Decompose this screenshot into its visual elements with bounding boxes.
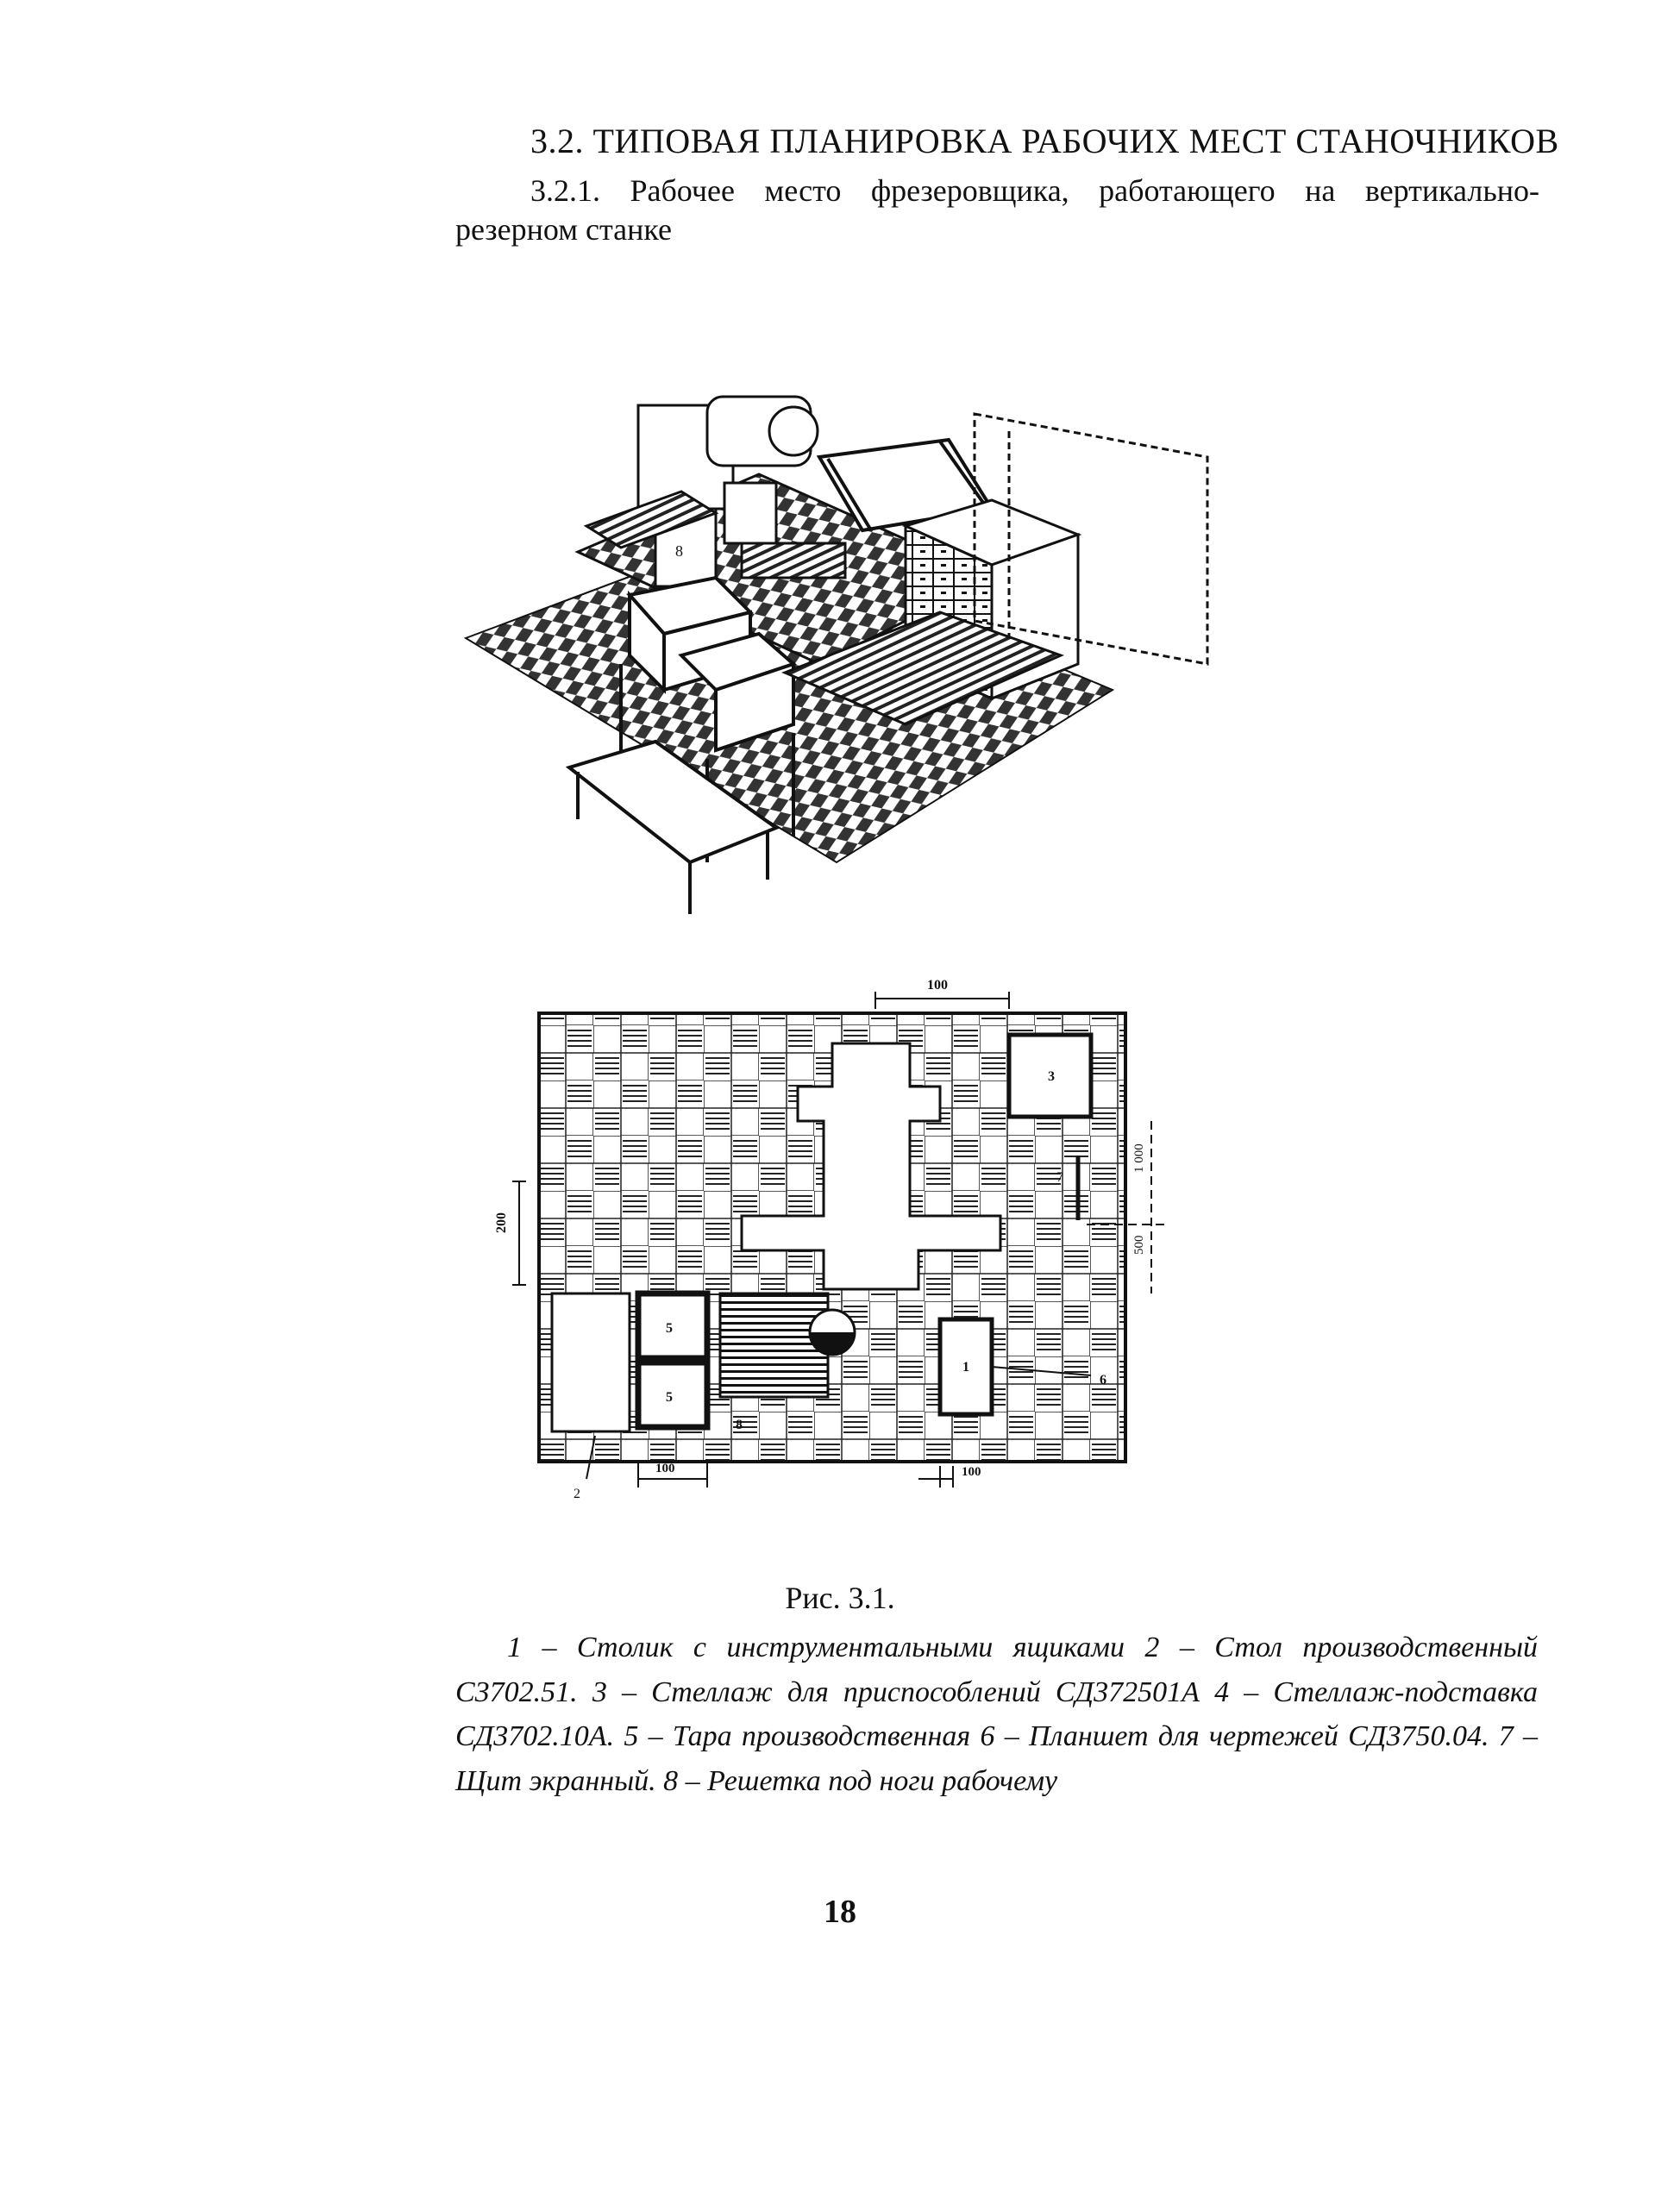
plan-label-8: 8	[736, 1418, 743, 1432]
plan-label-3: 3	[1048, 1069, 1055, 1084]
screen-shield	[975, 414, 1207, 664]
dimension-top-label: 100	[927, 978, 948, 993]
dimension-right-lower-label: 500	[1132, 1235, 1146, 1255]
figure-legend	[455, 1625, 1538, 1804]
iso-label-8: 8	[675, 542, 683, 560]
figure-caption: Рис. 3.1.	[785, 1581, 895, 1615]
dimension-bottom-left-label: 100	[655, 1462, 675, 1475]
plan-label-1: 1	[962, 1360, 969, 1375]
workplace-isometric-illustration	[457, 379, 1285, 966]
plan-label-6: 6	[1100, 1373, 1106, 1387]
plan-label-5b: 5	[666, 1390, 673, 1405]
dimension-left	[512, 1181, 526, 1285]
dimension-bottom	[638, 1462, 953, 1488]
plan-item-5a	[638, 1293, 707, 1358]
page-number: 18	[824, 1894, 856, 1930]
section-heading: 3.2. ТИПОВАЯ ПЛАНИРОВКА РАБОЧИХ МЕСТ СТАНОЧНИКОВ	[530, 122, 1559, 160]
dimension-right-upper-label: 1 000	[1132, 1143, 1146, 1173]
plan-label-7: 7	[1056, 1170, 1063, 1185]
plan-label-2: 2	[574, 1487, 580, 1501]
workplace-plan-drawing	[483, 970, 1190, 1531]
figure-legend-text: 1 – Столик с инструментальными ящиками 2 – Стол производственный С3702.51. 3 – Стеллаж для приспособлений СД372501А 4 – Стеллаж-подставка СД3702.10А. 5 – Тара производственная 6 – Планшет для чертежей СД3750.04. 7 – Щит экранный. 8 – Решетка под ноги рабочему	[455, 1632, 1538, 1798]
plan-label-5a: 5	[666, 1321, 673, 1336]
dimension-left-label: 200	[494, 1212, 509, 1233]
subsection-heading-line1: 3.2.1. Рабочее место фрезеровщика, работающего на вертикально-	[530, 173, 1539, 208]
plan-item-8	[720, 1293, 828, 1397]
plan-item-5b	[638, 1362, 707, 1427]
dimension-bottom-right-label: 100	[962, 1465, 981, 1479]
plan-table-2	[552, 1293, 630, 1431]
dimension-top	[875, 978, 1009, 1009]
subsection-heading-line2: резерном станке	[455, 212, 672, 247]
